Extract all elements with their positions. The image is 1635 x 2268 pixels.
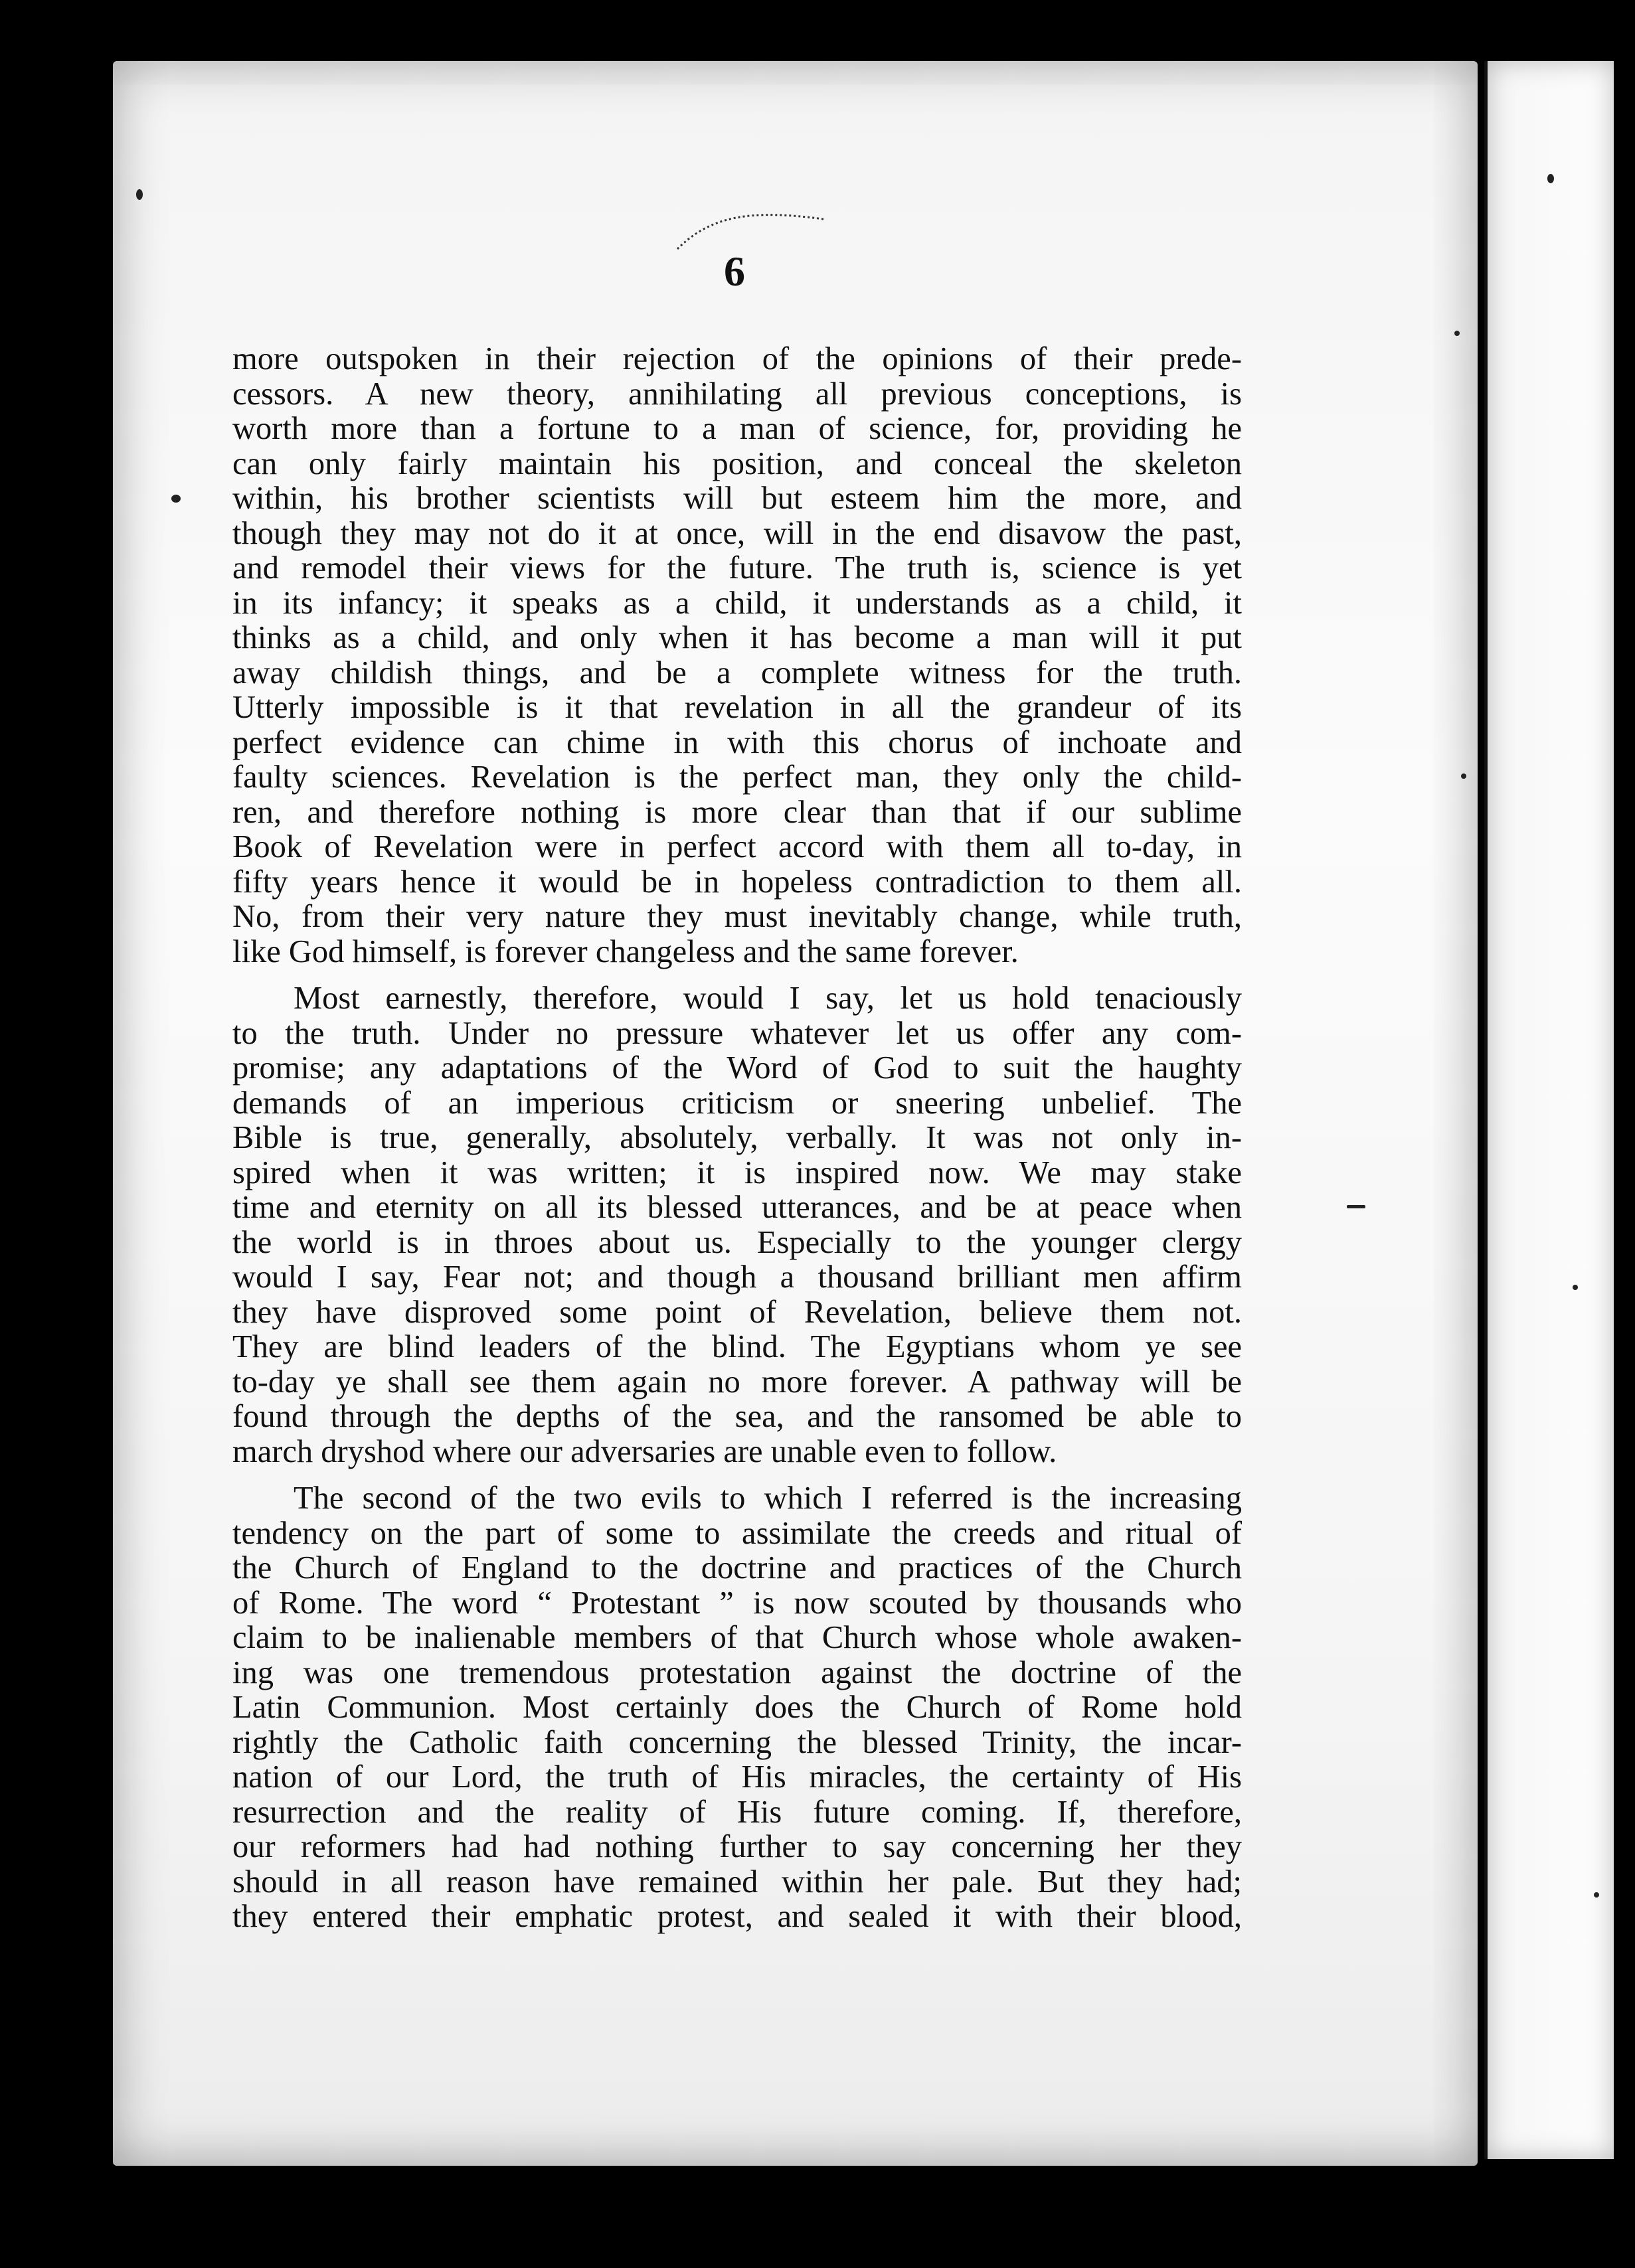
paragraph-2 bbox=[232, 981, 1242, 1469]
text-line: within, his brother scientists will but esteem him the more, and bbox=[232, 481, 1242, 516]
text-line: No, from their very nature they must inevitably change, while truth, bbox=[232, 899, 1242, 934]
text-line: ing was one tremendous protestation against the doctrine of the bbox=[232, 1655, 1242, 1690]
text-line: Utterly impossible is it that revelation in all the grandeur of its bbox=[232, 690, 1242, 725]
text-line: Bible is true, generally, absolutely, verbally. It was not only in- bbox=[232, 1120, 1242, 1155]
speck bbox=[136, 189, 143, 200]
text-line: tendency on the part of some to assimilate the creeds and ritual of bbox=[232, 1515, 1242, 1551]
text-line: would I say, Fear not; and though a thousand brilliant men affirm bbox=[232, 1259, 1242, 1295]
speck bbox=[1454, 331, 1460, 336]
text-line: ren, and therefore nothing is more clear than that if our sublime bbox=[232, 794, 1242, 830]
text-line: of Rome. The word “ Protestant ” is now scouted by thousands who bbox=[232, 1585, 1242, 1621]
speck bbox=[171, 495, 181, 503]
speck bbox=[1547, 174, 1554, 183]
text-line: they entered their emphatic protest, and sealed it with their blood, bbox=[232, 1899, 1242, 1934]
text-line: resurrection and the reality of His future coming. If, therefore, bbox=[232, 1794, 1242, 1830]
text-line: though they may not do it at once, will in the end disavow the past, bbox=[232, 515, 1242, 551]
text-line: more outspoken in their rejection of the opinions of their prede- bbox=[232, 341, 1242, 376]
text-line: rightly the Catholic faith concerning the blessed Trinity, the incar- bbox=[232, 1724, 1242, 1760]
text-line: Book of Revelation were in perfect accord with them all to-day, in bbox=[232, 829, 1242, 864]
text-line: fifty years hence it would be in hopeless contradiction to them all. bbox=[232, 864, 1242, 900]
text-line: promise; any adaptations of the Word of God to suit the haughty bbox=[232, 1050, 1242, 1086]
speck bbox=[1347, 1205, 1365, 1208]
text-line: The second of the two evils to which I referred is the increasing bbox=[294, 1481, 1242, 1516]
text-line: found through the depths of the sea, and the ransomed be able to bbox=[232, 1399, 1242, 1434]
text-line: time and eternity on all its blessed utterances, and be at peace when bbox=[232, 1190, 1242, 1225]
text-line: thinks as a child, and only when it has become a man will it put bbox=[232, 620, 1242, 655]
text-line: should in all reason have remained within her pale. But they had; bbox=[232, 1864, 1242, 1900]
paragraph-1 bbox=[232, 342, 1242, 969]
text-line: in its infancy; it speaks as a child, it understands as a child, it bbox=[232, 585, 1242, 621]
text-line: to-day ye shall see them again no more forever. A pathway will be bbox=[232, 1364, 1242, 1400]
page-number: 6 bbox=[724, 248, 745, 295]
text-line: our reformers had had nothing further to say concerning her they bbox=[232, 1829, 1242, 1864]
text-line: worth more than a fortune to a man of science, for, providing he bbox=[232, 411, 1242, 446]
text-line: they have disproved some point of Revelation, believe them not. bbox=[232, 1294, 1242, 1330]
text-line: faulty sciences. Revelation is the perfect man, they only the child- bbox=[232, 760, 1242, 795]
pencil-mark bbox=[671, 202, 830, 256]
adjacent-page-edge bbox=[1488, 61, 1614, 2159]
text-line: to the truth. Under no pressure whatever let us offer any com- bbox=[232, 1015, 1242, 1051]
speck bbox=[1461, 773, 1466, 779]
paragraph-3 bbox=[232, 1481, 1242, 1935]
text-line: the world is in throes about us. Especially to the younger clergy bbox=[232, 1224, 1242, 1260]
body-text bbox=[232, 342, 1242, 1935]
text-line: They are blind leaders of the blind. The Egyptians whom ye see bbox=[232, 1329, 1242, 1364]
text-line: spired when it was written; it is inspired now. We may stake bbox=[232, 1155, 1242, 1190]
text-line: like God himself, is forever changeless and the same forever. bbox=[232, 933, 1019, 969]
text-line: the Church of England to the doctrine and practices of the Church bbox=[232, 1550, 1242, 1585]
text-line: away childish things, and be a complete witness for the truth. bbox=[232, 655, 1242, 690]
text-line: nation of our Lord, the truth of His miracles, the certainty of His bbox=[232, 1759, 1242, 1795]
text-line: perfect evidence can chime in with this chorus of inchoate and bbox=[232, 724, 1242, 760]
speck bbox=[1594, 1892, 1599, 1898]
text-line: Latin Communion. Most certainly does the Church of Rome hold bbox=[232, 1690, 1242, 1725]
text-line: cessors. A new theory, annihilating all previous conceptions, is bbox=[232, 376, 1242, 412]
text-line: claim to be inalienable members of that Church whose whole awaken- bbox=[232, 1620, 1242, 1655]
text-line: demands of an imperious criticism or sneering unbelief. The bbox=[232, 1085, 1242, 1121]
text-line: can only fairly maintain his position, and conceal the skeleton bbox=[232, 446, 1242, 481]
text-line: Most earnestly, therefore, would I say, let us hold tenaciously bbox=[294, 981, 1242, 1016]
text-line: march dryshod where our adversaries are unable even to follow. bbox=[232, 1433, 1057, 1469]
speck bbox=[1573, 1285, 1578, 1290]
text-line: and remodel their views for the future. The truth is, science is yet bbox=[232, 550, 1242, 586]
